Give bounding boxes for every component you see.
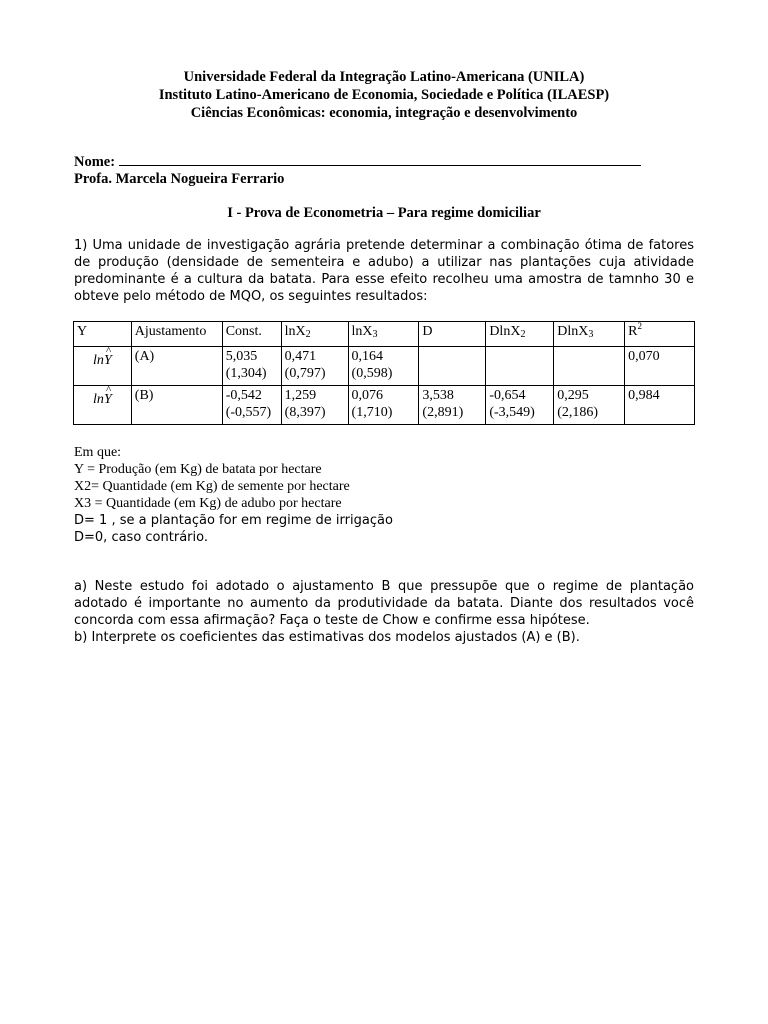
dependent-variable-lny: ln^ Y xyxy=(74,386,132,425)
cell-const: 5,035 (1,304) xyxy=(222,347,281,386)
cell-ajustamento: (B) xyxy=(131,386,222,425)
cell-dlnx3: 0,295 (2,186) xyxy=(554,386,625,425)
university-name: Universidade Federal da Integração Latino-Americana (UNILA) xyxy=(183,69,585,85)
definition-d0: D=0, caso contrário. xyxy=(74,530,208,545)
header-y: Y xyxy=(74,322,132,347)
exam-title: I - Prova de Econometria – Para regime domiciliar xyxy=(227,205,541,221)
document-header xyxy=(0,68,768,122)
definition-x3: X3 = Quantidade (em Kg) de adubo por hectare xyxy=(74,496,342,511)
header-lnx3: lnX$_3$ xyxy=(348,322,419,347)
definitions-intro: Em que: xyxy=(74,445,122,460)
cell-dlnx3 xyxy=(554,347,625,386)
student-name-line xyxy=(74,152,641,171)
header-d: D xyxy=(419,322,486,347)
item-a: a) Neste estudo foi adotado o ajustamento B que pressupõe que o regime de plantação adotado é importante no aumento da produtividade da batata. Diante dos resultados você concorda com essa afirmação? Faça o teste de Chow e confirme essa hipótese. xyxy=(74,579,694,628)
table-header-row xyxy=(74,322,695,347)
cell-const: -0,542 (-0,557) xyxy=(222,386,281,425)
name-blank-field xyxy=(119,152,641,166)
cell-lnx3: 0,076 (1,710) xyxy=(348,386,419,425)
cell-lnx2: 1,259 (8,397) xyxy=(281,386,348,425)
dependent-variable-lny: ln^ Y xyxy=(74,347,132,386)
name-label: Nome: xyxy=(74,154,116,170)
definition-x2: X2= Quantidade (em Kg) de semente por hectare xyxy=(74,479,350,494)
header-r2: $R^2$ xyxy=(625,322,695,347)
table-row-a xyxy=(74,347,695,386)
item-b: b) Interprete os coeficientes das estimativas dos modelos ajustados (A) e (B). xyxy=(74,630,580,645)
cell-ajustamento: (A) xyxy=(131,347,222,386)
variable-definitions xyxy=(74,444,694,546)
table-row-b xyxy=(74,386,695,425)
cell-d: 3,538 (2,891) xyxy=(419,386,486,425)
cell-dlnx2 xyxy=(486,347,554,386)
definition-y: Y = Produção (em Kg) de batata por hectare xyxy=(74,462,322,477)
cell-r2: 0,070 xyxy=(625,347,695,386)
cell-d xyxy=(419,347,486,386)
cell-lnx2: 0,471 (0,797) xyxy=(281,347,348,386)
header-lnx2: lnX$_2$ xyxy=(281,322,348,347)
cell-r2: 0,984 xyxy=(625,386,695,425)
header-ajustamento: Ajustamento xyxy=(131,322,222,347)
cell-lnx3: 0,164 (0,598) xyxy=(348,347,419,386)
question-statement: 1) Uma unidade de investigação agrária pretende determinar a combinação ótima de fatores de produção (densidade de sementeira e adubo) a utilizar nas plantações cuja atividade predominante é a cultura da batata. Para esse efeito recolheu uma amostra de tamnho 30 e obteve pelo método de MQO, os seguintes resultados: xyxy=(74,238,694,304)
cell-dlnx2: -0,654 (-3,549) xyxy=(486,386,554,425)
regression-results-table xyxy=(73,321,695,425)
header-const: Const. xyxy=(222,322,281,347)
header-dlnx3: DlnX$_3$ xyxy=(554,322,625,347)
question-items xyxy=(74,578,694,646)
definition-d1: D= 1 , se a plantação for em regime de irrigação xyxy=(74,513,393,528)
header-dlnx2: DlnX$_2$ xyxy=(486,322,554,347)
professor-name: Profa. Marcela Nogueira Ferrario xyxy=(74,171,285,187)
institute-name: Instituto Latino-Americano de Economia, Sociedade e Política (ILAESP) xyxy=(158,87,610,103)
course-name: Ciências Econômicas: economia, integração e desenvolvimento xyxy=(190,105,578,121)
